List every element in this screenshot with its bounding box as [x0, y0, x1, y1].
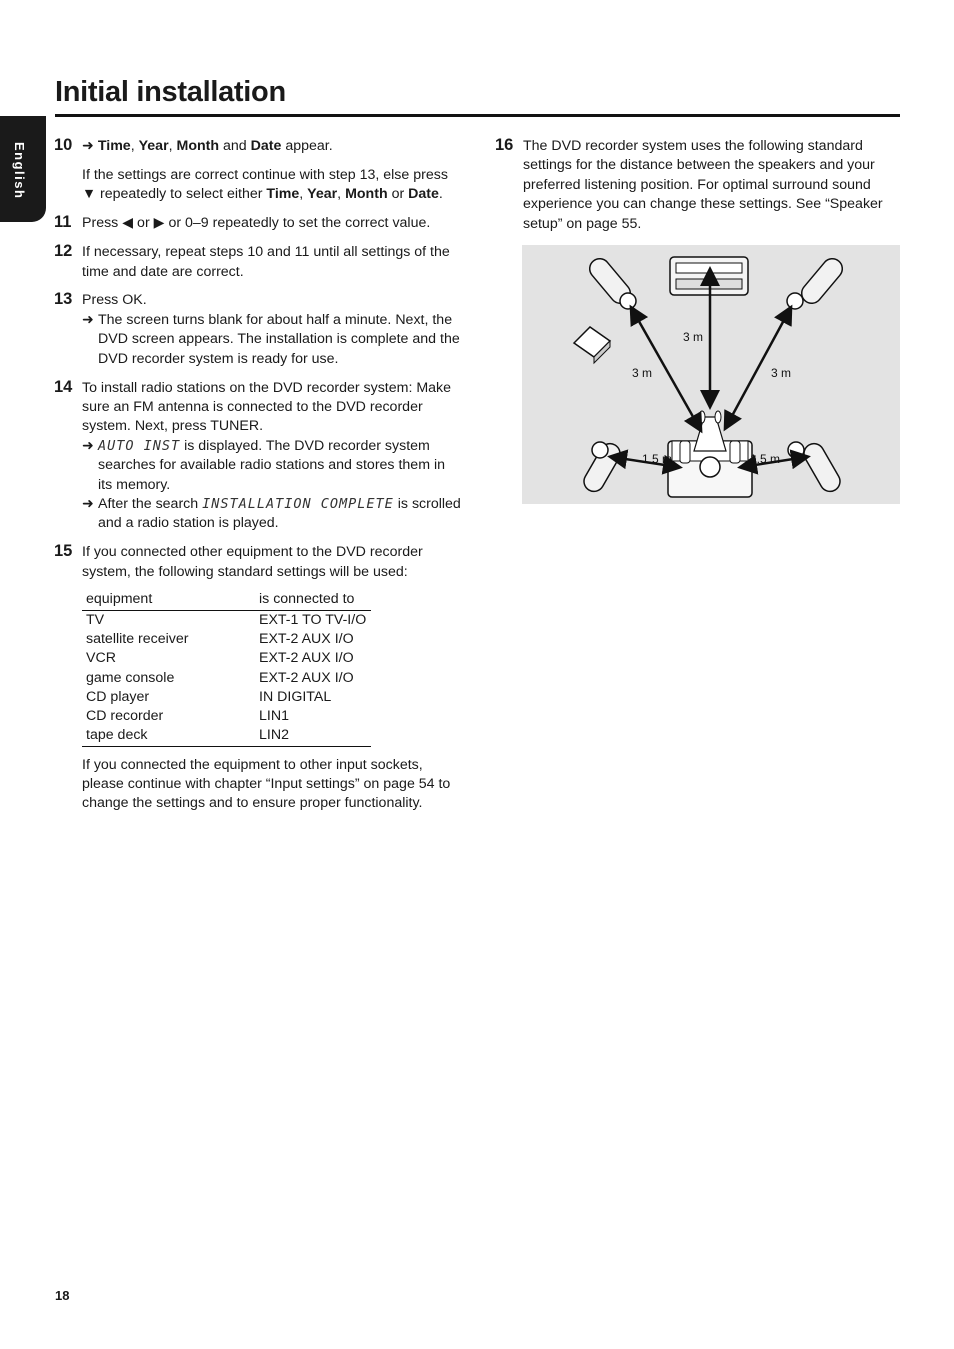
- table-cell: EXT-1 TO TV-I/O: [259, 611, 367, 628]
- page-title: Initial installation: [55, 76, 286, 108]
- period: .: [438, 186, 443, 203]
- front-right-speaker-icon: [787, 255, 846, 309]
- label-front-right: 3 m: [771, 366, 792, 380]
- keyword-month: Month: [176, 138, 220, 154]
- language-tab: [0, 116, 46, 222]
- subwoofer-icon: [574, 327, 610, 363]
- label-rear-right: 1.5 m: [750, 452, 781, 466]
- keyword-time: Time: [266, 186, 300, 203]
- table-header: is connected to: [255, 590, 371, 610]
- title-rule: [55, 114, 900, 117]
- keyword-date: Date: [408, 186, 439, 203]
- step-10-heading: [82, 137, 463, 156]
- label-rear-left: 1.5 m: [642, 452, 673, 466]
- keyword-month: Month: [345, 186, 388, 203]
- table-cell: CD player: [86, 688, 150, 705]
- table-cell: IN DIGITAL: [259, 688, 332, 705]
- step-number: 10: [54, 136, 73, 154]
- table-cell: VCR: [86, 650, 116, 667]
- table-row: [82, 726, 371, 746]
- arrow-icon: ➜: [82, 496, 94, 512]
- step-15-after-text: If you connected the equipment to other input sockets, please continue with chapter “Input settings” on page 54 to change the settings and to ensure proper functionality.: [82, 756, 451, 812]
- listener-sofa-icon: [668, 411, 752, 497]
- step-number: 11: [54, 213, 72, 232]
- step-number: 12: [54, 242, 73, 261]
- word-or: or: [391, 186, 405, 203]
- step-14-result-2: [82, 495, 463, 534]
- table-cell: EXT-2 AUX I/O: [259, 669, 354, 686]
- step-13-result: [82, 311, 463, 369]
- language-tab-label: English: [12, 142, 27, 200]
- table-row: [82, 630, 371, 649]
- lcd-text-auto-inst: AUTO INST: [98, 437, 181, 454]
- table-cell: CD recorder: [86, 708, 164, 725]
- right-column: [496, 137, 900, 244]
- arrow-icon: ➜: [82, 437, 94, 454]
- table-cell: EXT-2 AUX I/O: [259, 650, 354, 667]
- front-left-speaker-icon: [586, 255, 636, 309]
- table-cell: LIN1: [259, 708, 289, 725]
- table-cell: TV: [86, 611, 105, 628]
- label-front-left: 3 m: [632, 366, 653, 380]
- keyword-time: Time: [97, 138, 131, 154]
- step-13-result-text: The screen turns blank for about half a minute. Next, the DVD screen appears. The installation is complete and the DVD recorder system is ready for use.: [98, 311, 460, 367]
- sep: ,: [130, 138, 135, 154]
- keyword-year: Year: [138, 138, 169, 154]
- table-cell: tape deck: [82, 726, 255, 746]
- rear-right-speaker-icon: [788, 440, 844, 495]
- step-12-text: If necessary, repeat steps 10 and 11 until all settings of the time and date are correct.: [82, 244, 450, 280]
- step-14-result-1: [82, 437, 463, 495]
- step-10-body: [82, 166, 463, 205]
- step-10: [55, 137, 463, 205]
- lcd-text-installation-complete: INSTALLATION COMPLETE: [202, 496, 394, 512]
- step-11: [55, 214, 463, 233]
- table-row: [82, 688, 371, 707]
- table-cell: satellite receiver: [86, 630, 189, 647]
- step-10-text: If the settings are correct continue with step 13, else press ▼ repeatedly to select either: [82, 166, 448, 203]
- step-16-text: The DVD recorder system uses the following standard settings for the distance between the speakers and your preferred listening position. For optimal surround sound experience you can change these settings. See “Speaker setup” on page 55.: [523, 138, 883, 232]
- table-header-row: [82, 590, 371, 610]
- keyword-date: Date: [250, 138, 282, 154]
- step-number: 15: [54, 542, 73, 561]
- step-12: [55, 243, 463, 282]
- word-appear: appear.: [285, 138, 333, 154]
- table-cell: EXT-2 AUX I/O: [259, 630, 354, 647]
- step-14-result-2-text-b: is scrolled and a radio station is played.: [98, 496, 461, 532]
- step-14-result-2-text-a: After the search: [98, 496, 199, 512]
- step-number: 13: [54, 290, 73, 309]
- step-15: [55, 543, 463, 814]
- table-row: [82, 610, 371, 630]
- step-14-text: To install radio stations on the DVD recorder system: Make sure an FM antenna is connected to the DVD recorder system. Next, press TUNER.: [82, 379, 452, 435]
- step-number: 16: [495, 136, 514, 154]
- label-center: 3 m: [683, 330, 704, 344]
- step-14: [55, 379, 463, 534]
- step-16: [496, 137, 900, 234]
- word-and: and: [223, 138, 247, 154]
- step-11-text: Press ◀ or ▶ or 0–9 repeatedly to set the correct value.: [82, 215, 431, 232]
- table-cell: game console: [86, 669, 175, 686]
- step-13-text: Press OK.: [82, 292, 147, 309]
- left-column: [55, 137, 463, 823]
- page-number: 18: [55, 1288, 70, 1303]
- arrow-icon: ➜: [82, 138, 94, 154]
- table-row: [82, 668, 371, 687]
- speaker-diagram-svg: [522, 245, 900, 504]
- sep: ,: [299, 186, 304, 203]
- step-15-text: If you connected other equipment to the DVD recorder system, the following standard settings will be used:: [82, 544, 423, 580]
- arrow-icon: ➜: [82, 311, 94, 328]
- rear-left-speaker-icon: [580, 440, 623, 495]
- keyword-year: Year: [307, 186, 338, 203]
- step-number: 14: [54, 377, 73, 396]
- table-cell: LIN2: [255, 726, 371, 746]
- sep: ,: [168, 138, 173, 154]
- speaker-layout-diagram: [522, 245, 900, 504]
- sep: ,: [337, 186, 342, 203]
- table-row: [82, 707, 371, 726]
- step-14-result-1-text: is displayed. The DVD recorder system searches for available radio stations and stores them in its memory.: [98, 437, 445, 493]
- step-13: [55, 291, 463, 369]
- table-row: [82, 649, 371, 668]
- equipment-table: [82, 590, 371, 746]
- table-body: [82, 610, 371, 746]
- table-header: equipment: [82, 590, 255, 610]
